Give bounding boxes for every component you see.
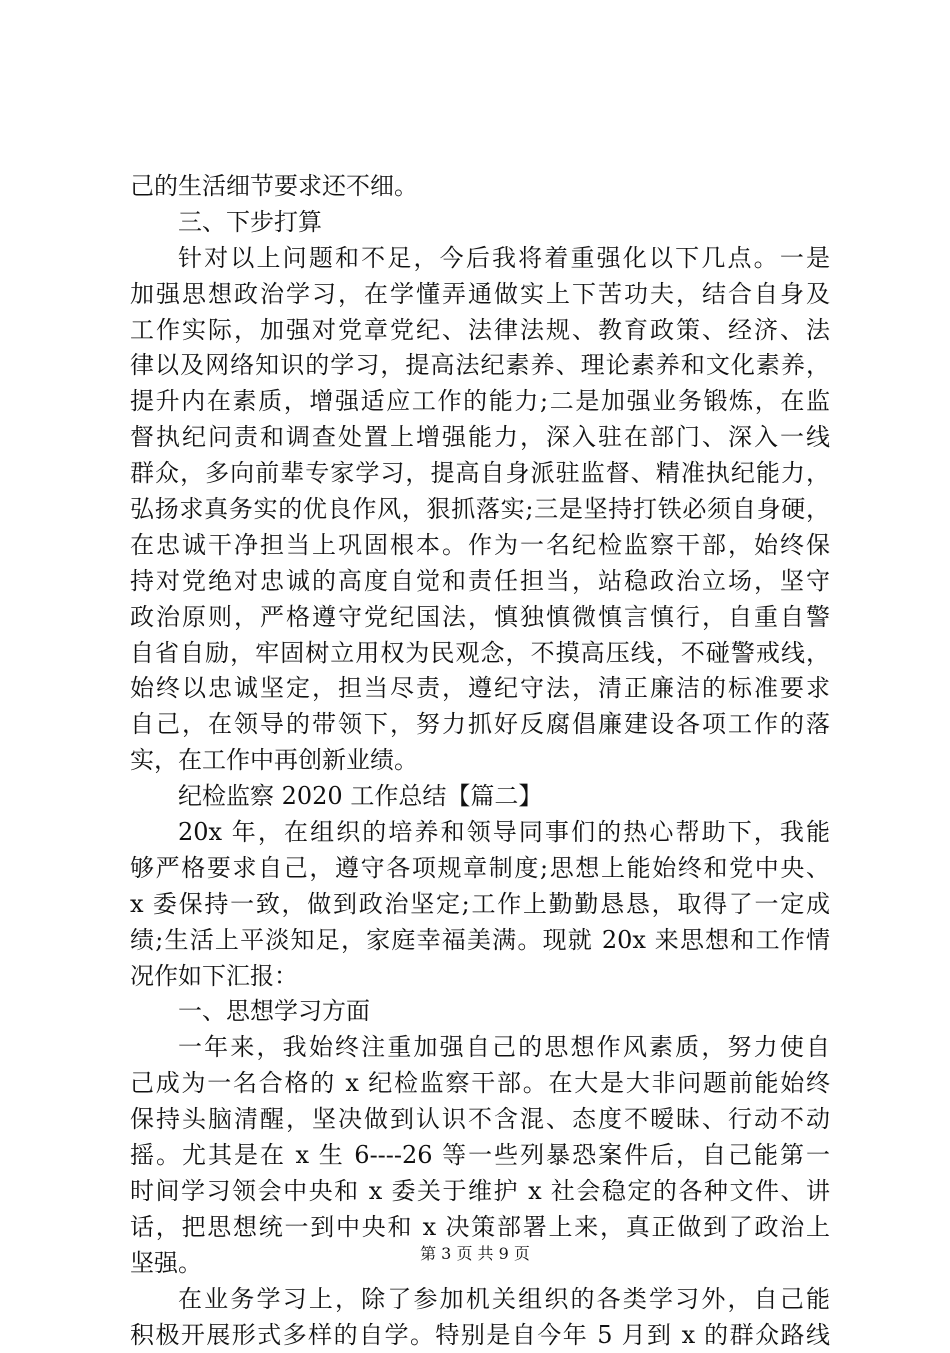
page-footer: 第 3 页 共 9 页 <box>0 1244 950 1264</box>
text-line: 一年来，我始终注重加强自己的思想作风素质，努力使自 <box>130 1030 830 1066</box>
text-line: 积极开展形式多样的自学。特别是自今年 5 月到 x 的群众路线 <box>130 1318 830 1353</box>
text-line: 20x 年，在组织的培养和领导同事们的热心帮助下，我能 <box>130 815 830 851</box>
text-line: 弘扬求真务实的优良作风，狠抓落实;三是坚持打铁必须自身硬， <box>130 492 830 528</box>
text-line: 够严格要求自己，遵守各项规章制度;思想上能始终和党中央、 <box>130 851 830 887</box>
text-line: 加强思想政治学习，在学懂弄通做实上下苦功夫，结合自身及 <box>130 277 830 313</box>
text-line: 在业务学习上，除了参加机关组织的各类学习外，自己能 <box>130 1282 830 1318</box>
text-line: 况作如下汇报： <box>130 959 830 995</box>
text-line: 坚强。 <box>130 1246 830 1282</box>
text-line: 己成为一名合格的 x 纪检监察干部。在大是大非问题前能始终 <box>130 1066 830 1102</box>
text-line: x 委保持一致，做到政治坚定;工作上勤勤恳恳，取得了一定成 <box>130 887 830 923</box>
text-line: 实，在工作中再创新业绩。 <box>130 743 830 779</box>
text-line: 在忠诚干净担当上巩固根本。作为一名纪检监察干部，始终保 <box>130 528 830 564</box>
text-line: 政治原则，严格遵守党纪国法，慎独慎微慎言慎行，自重自警 <box>130 600 830 636</box>
text-line: 一、思想学习方面 <box>130 994 830 1030</box>
text-line: 时间学习领会中央和 x 委关于维护 x 社会稳定的各种文件、讲 <box>130 1174 830 1210</box>
text-line: 话，把思想统一到中央和 x 决策部署上来，真正做到了政治上 <box>130 1210 830 1246</box>
text-line: 自己，在领导的带领下，努力抓好反腐倡廉建设各项工作的落 <box>130 707 830 743</box>
text-line: 自省自励，牢固树立用权为民观念，不摸高压线，不碰警戒线， <box>130 636 830 672</box>
text-line: 提升内在素质，增强适应工作的能力;二是加强业务锻炼，在监 <box>130 384 830 420</box>
text-line: 工作实际，加强对党章党纪、法律法规、教育政策、经济、法 <box>130 313 830 349</box>
text-line: 督执纪问责和调查处置上增强能力，深入驻在部门、深入一线 <box>130 420 830 456</box>
text-line: 始终以忠诚坚定，担当尽责，遵纪守法，清正廉洁的标准要求 <box>130 671 830 707</box>
text-line: 律以及网络知识的学习，提高法纪素养、理论素养和文化素养， <box>130 348 830 384</box>
text-line: 持对党绝对忠诚的高度自觉和责任担当，站稳政治立场，坚守 <box>130 564 830 600</box>
text-line: 纪检监察 2020 工作总结【篇二】 <box>130 779 830 815</box>
text-line: 三、下步打算 <box>130 205 830 241</box>
text-line: 摇。尤其是在 x 生 6----26 等一些列暴恐案件后，自己能第一 <box>130 1138 830 1174</box>
text-line: 群众，多向前辈专家学习，提高自身派驻监督、精准执纪能力， <box>130 456 830 492</box>
text-line: 绩;生活上平淡知足，家庭幸福美满。现就 20x 来思想和工作情 <box>130 923 830 959</box>
text-line: 针对以上问题和不足，今后我将着重强化以下几点。一是 <box>130 241 830 277</box>
document-body <box>130 169 830 1353</box>
text-line: 己的生活细节要求还不细。 <box>130 169 830 205</box>
text-line: 保持头脑清醒，坚决做到认识不含混、态度不暧昧、行动不动 <box>130 1102 830 1138</box>
